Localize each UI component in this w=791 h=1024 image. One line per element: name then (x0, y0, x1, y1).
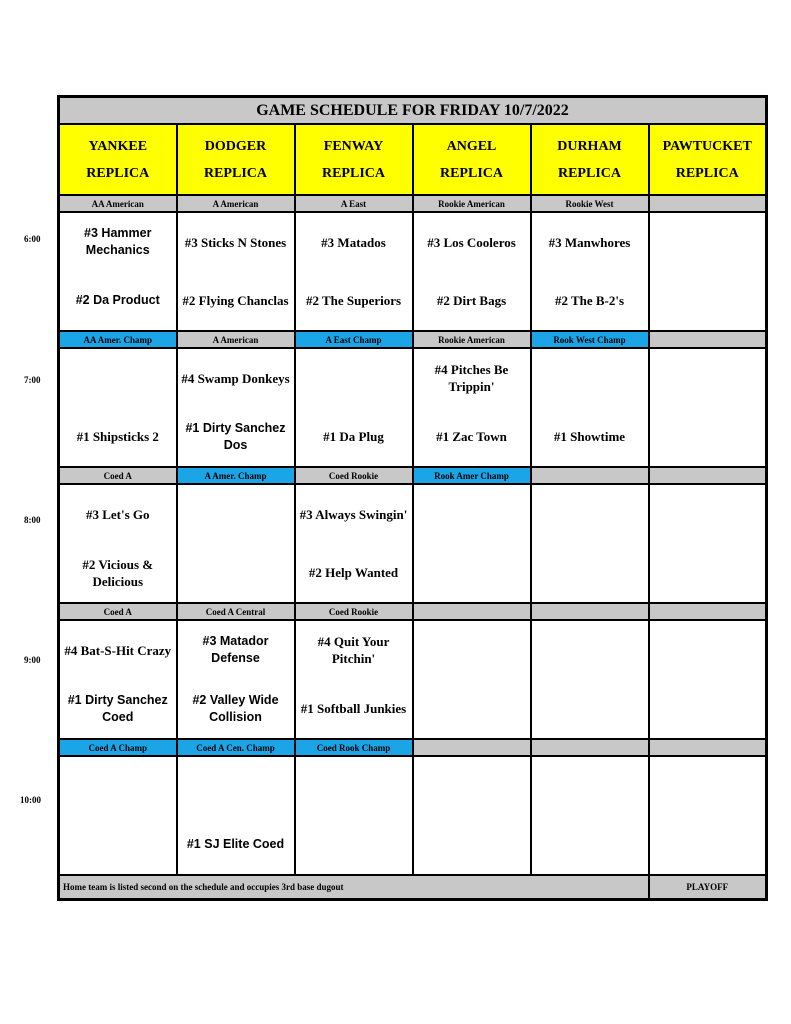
away-team (60, 349, 176, 408)
game-cell (531, 756, 649, 875)
time-label: 8:00 (24, 515, 41, 525)
home-team (178, 544, 294, 603)
game-cell (295, 756, 413, 875)
away-team: #3 Hammer Mechanics (84, 226, 152, 258)
division-label (649, 603, 767, 620)
home-team (414, 680, 530, 739)
home-team (532, 680, 648, 739)
home-team (60, 816, 176, 875)
game-cell (649, 484, 767, 603)
game-cell (59, 756, 177, 875)
division-label: A American (177, 331, 295, 348)
away-team: #3 Manwhores (548, 234, 631, 250)
home-team: #1 Zac Town (436, 429, 507, 445)
playoff-division-label: Coed A Cen. Champ (177, 739, 295, 756)
division-label (649, 195, 767, 212)
footer-row (59, 875, 767, 900)
away-team (650, 213, 766, 272)
away-team: #3 Sticks N Stones (184, 234, 287, 250)
division-label: Coed Rookie (295, 603, 413, 620)
away-team: #4 Bat-S-Hit Crazy (64, 642, 172, 658)
game-row (59, 756, 767, 875)
home-team: #2 Help Wanted (308, 565, 399, 581)
playoff-division-label: A Amer. Champ (177, 467, 295, 484)
title-row (59, 97, 767, 125)
game-cell (531, 212, 649, 331)
playoff-division-label: Coed A Champ (59, 739, 177, 756)
schedule-body (59, 97, 767, 876)
field-name: DURHAM (557, 138, 622, 154)
division-label: AA American (59, 195, 177, 212)
home-team (650, 544, 766, 603)
away-team: #4 Pitches Be Trippin' (434, 362, 509, 395)
game-cell (177, 484, 295, 603)
division-label: A American (177, 195, 295, 212)
home-team (650, 408, 766, 467)
division-label (413, 603, 531, 620)
away-team (414, 621, 530, 680)
game-cell (177, 212, 295, 331)
playoff-division-label: A East Champ (295, 331, 413, 348)
home-team (414, 816, 530, 875)
game-cell (295, 348, 413, 467)
game-cell (649, 620, 767, 739)
game-row (59, 348, 767, 467)
game-row (59, 620, 767, 739)
game-cell (177, 756, 295, 875)
game-cell (177, 348, 295, 467)
away-team (296, 349, 412, 408)
division-row (59, 195, 767, 212)
game-cell (413, 620, 531, 739)
division-label: Coed A (59, 603, 177, 620)
game-cell (59, 620, 177, 739)
game-cell (295, 484, 413, 603)
playoff-division-label: Rook West Champ (531, 331, 649, 348)
game-cell (649, 756, 767, 875)
away-team (532, 757, 648, 816)
home-team: #1 Softball Junkies (300, 701, 407, 717)
home-team (650, 816, 766, 875)
field-name: DODGER (204, 138, 267, 154)
away-team (296, 757, 412, 816)
time-label: 9:00 (24, 655, 41, 665)
home-team: #2 Dirt Bags (436, 293, 507, 309)
footer-note: Home team is listed second on the schedule and occupies 3rd base dugout (59, 875, 649, 900)
division-row (59, 331, 767, 348)
away-team: #3 Matados (321, 234, 386, 250)
home-team: #1 Dirty Sanchez Dos (185, 420, 286, 452)
field-name: FENWAY (323, 138, 384, 154)
game-cell (413, 348, 531, 467)
away-team (178, 757, 294, 816)
game-cell (59, 348, 177, 467)
field-header (649, 124, 767, 195)
field-subtitle: REPLICA (675, 165, 739, 181)
field-header (531, 124, 649, 195)
away-team: #3 Los Cooleros (427, 234, 516, 250)
game-row (59, 212, 767, 331)
division-label: Rookie American (413, 331, 531, 348)
home-team (532, 816, 648, 875)
playoff-division-label: Rook Amer Champ (413, 467, 531, 484)
division-row (59, 603, 767, 620)
time-label: 7:00 (24, 375, 41, 385)
game-cell (177, 620, 295, 739)
field-subtitle: REPLICA (86, 165, 150, 181)
away-team (532, 349, 648, 408)
division-label: A East (295, 195, 413, 212)
away-team (650, 349, 766, 408)
away-team (650, 485, 766, 544)
division-label: Rookie American (413, 195, 531, 212)
field-header (295, 124, 413, 195)
field-name: PAWTUCKET (662, 138, 752, 154)
division-label: Coed A (59, 467, 177, 484)
field-subtitle: REPLICA (557, 165, 621, 181)
away-team (178, 485, 294, 544)
game-cell (649, 212, 767, 331)
game-cell (59, 484, 177, 603)
game-cell (59, 212, 177, 331)
division-label (649, 739, 767, 756)
home-team: #2 Valley Wide Collision (192, 692, 279, 724)
time-label: 10:00 (20, 795, 41, 805)
away-team: #4 Swamp Donkeys (181, 370, 290, 386)
division-label: Rookie West (531, 195, 649, 212)
away-team (532, 485, 648, 544)
away-team (414, 757, 530, 816)
playoff-legend: PLAYOFF (649, 875, 767, 900)
division-label (531, 603, 649, 620)
away-team (650, 621, 766, 680)
division-row (59, 467, 767, 484)
home-team: #2 The B-2's (554, 293, 625, 309)
division-label (531, 467, 649, 484)
home-team: #1 Da Plug (323, 429, 384, 445)
playoff-division-label: Coed Rook Champ (295, 739, 413, 756)
away-team: #3 Matador Defense (202, 634, 269, 666)
game-cell (531, 348, 649, 467)
home-team (296, 816, 412, 875)
field-subtitle: REPLICA (439, 165, 503, 181)
home-team: #2 Vicious & Delicious (82, 556, 154, 589)
field-header (177, 124, 295, 195)
field-name: ANGEL (446, 138, 497, 154)
division-label (649, 467, 767, 484)
away-team: #3 Let's Go (85, 506, 150, 522)
division-label: Coed A Central (177, 603, 295, 620)
home-team: #1 Showtime (553, 429, 626, 445)
game-cell (295, 212, 413, 331)
game-cell (413, 756, 531, 875)
division-label (531, 739, 649, 756)
game-cell (413, 484, 531, 603)
playoff-division-label: AA Amer. Champ (59, 331, 177, 348)
home-team (650, 272, 766, 331)
away-team (414, 485, 530, 544)
home-team: #2 Da Product (75, 293, 160, 308)
division-label (649, 331, 767, 348)
time-label: 6:00 (24, 234, 41, 244)
field-header (59, 124, 177, 195)
schedule-title: GAME SCHEDULE FOR FRIDAY 10/7/2022 (59, 97, 767, 125)
away-team: #3 Always Swingin' (299, 506, 408, 522)
home-team: #1 Dirty Sanchez Coed (67, 692, 168, 724)
division-label: Coed Rookie (295, 467, 413, 484)
home-team: #2 The Superiors (305, 293, 402, 309)
field-subtitle: REPLICA (321, 165, 385, 181)
game-cell (413, 212, 531, 331)
field-header-row (59, 124, 767, 195)
division-row (59, 739, 767, 756)
field-name: YANKEE (88, 138, 148, 154)
game-cell (531, 484, 649, 603)
game-cell (295, 620, 413, 739)
away-team (532, 621, 648, 680)
game-cell (531, 620, 649, 739)
home-team (650, 680, 766, 739)
field-subtitle: REPLICA (203, 165, 267, 181)
division-label (413, 739, 531, 756)
home-team: #1 Shipsticks 2 (76, 429, 159, 445)
away-team (60, 757, 176, 816)
home-team: #1 SJ Elite Coed (186, 837, 285, 852)
away-team (650, 757, 766, 816)
away-team: #4 Quit Your Pitchin' (317, 634, 390, 667)
home-team (532, 544, 648, 603)
game-row (59, 484, 767, 603)
game-cell (649, 348, 767, 467)
field-header (413, 124, 531, 195)
schedule-table (57, 95, 768, 901)
home-team: #2 Flying Chanclas (182, 293, 289, 309)
home-team (414, 544, 530, 603)
